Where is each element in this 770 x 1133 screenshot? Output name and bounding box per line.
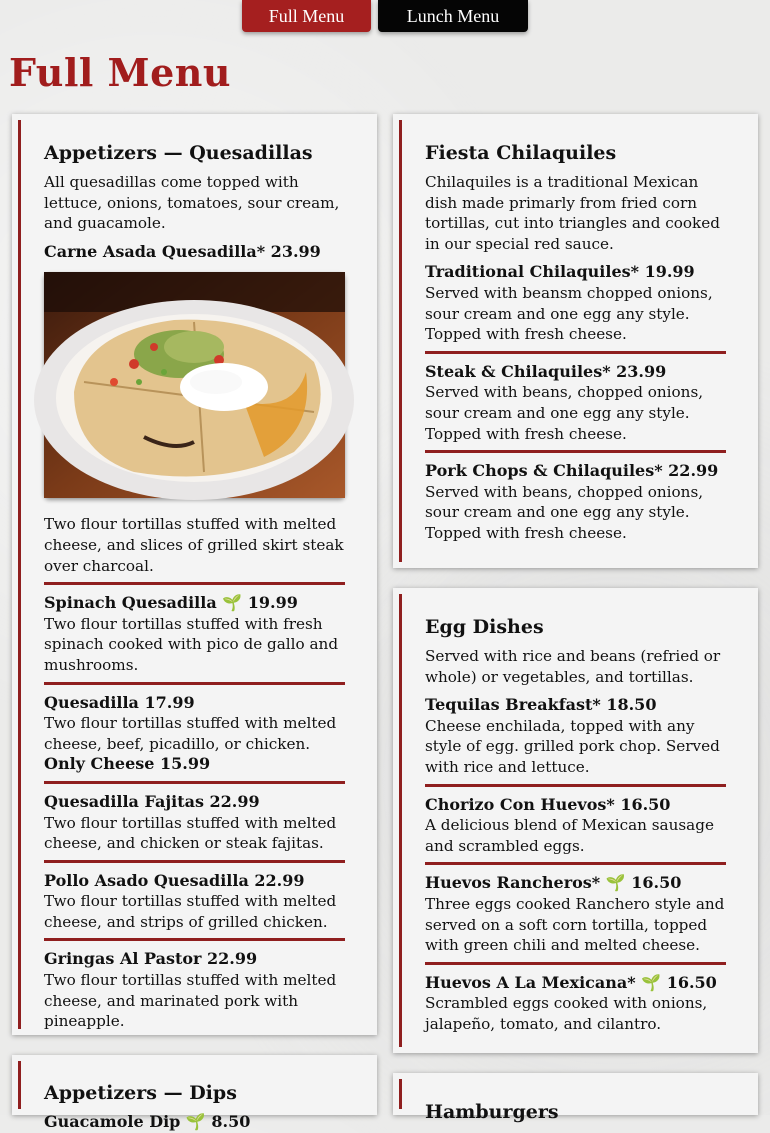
- item-name: Quesadilla 17.99: [44, 692, 195, 712]
- item-divider: [425, 450, 726, 453]
- item-divider: [44, 860, 345, 863]
- item-description: Two flour tortillas stuffed with melted cheese, and slices of grilled skirt steak over charcoal.: [44, 515, 344, 575]
- item-name: Quesadilla Fajitas 22.99: [44, 791, 260, 811]
- section-title: Appetizers — Dips: [44, 1082, 237, 1104]
- item-name: Guacamole Dip 🌱 8.50: [44, 1112, 251, 1131]
- item-description: Two flour tortillas stuffed with melted cheese, and marinated pork with pineapple.: [44, 971, 337, 1031]
- item-extra: Only Cheese 15.99: [44, 754, 211, 774]
- dips-card: [12, 1055, 377, 1131]
- section-title: Egg Dishes: [425, 616, 544, 638]
- item-description: Two flour tortillas stuffed with melted cheese, and chicken or steak fajitas.: [44, 813, 337, 853]
- item-divider: [425, 862, 726, 865]
- item-description: Two flour tortillas stuffed with fresh spinach cooked with pico de gallo and mushrooms.: [44, 614, 339, 674]
- item-name: Tequilas Breakfast* 18.50: [425, 695, 657, 715]
- item-description: Cheese enchilada, topped with any style of egg. grilled pork chop. Served with rice and lettuce.: [425, 716, 720, 776]
- item-name: Chorizo Con Huevos* 16.50: [425, 794, 671, 814]
- item-divider: [44, 582, 345, 585]
- section-title: Fiesta Chilaquiles: [425, 142, 617, 164]
- item-name: Traditional Chilaquiles* 19.99: [425, 262, 695, 282]
- egg-dishes-card: [393, 588, 758, 1053]
- item-divider: [44, 938, 345, 941]
- quesadilla-photo: [44, 272, 345, 498]
- item-divider: [425, 351, 726, 354]
- item-name: Huevos A La Mexicana* 🌱 16.50: [425, 972, 717, 992]
- item-name: Huevos Rancheros* 🌱 16.50: [425, 873, 682, 893]
- item-description: Served with beans, chopped onions, sour cream and one egg any style. Topped with fresh cheese.: [425, 482, 704, 542]
- item-description: Two flour tortillas stuffed with melted cheese, and strips of grilled chicken.: [44, 892, 337, 931]
- full-menu-button[interactable]: Full Menu: [242, 0, 371, 32]
- section-title: Appetizers — Quesadillas: [44, 142, 313, 164]
- item-name: Steak & Chilaquiles* 23.99: [425, 361, 667, 381]
- item-name: Carne Asada Quesadilla* 23.99: [44, 241, 321, 261]
- section-intro: Chilaquiles is a traditional Mexican dish made primarly from fried corn tortillas, cut into triangles and cooked in our special red sauce.: [425, 173, 720, 253]
- item-name: Pork Chops & Chilaquiles* 22.99: [425, 461, 719, 481]
- item-description: Three eggs cooked Ranchero style and served on a soft corn tortilla, topped with green chili and melted cheese.: [425, 894, 725, 955]
- item-description: Served with beans, chopped onions, sour cream and one egg any style. Topped with fresh cheese.: [425, 383, 704, 443]
- lunch-menu-button[interactable]: Lunch Menu: [378, 0, 528, 32]
- item-description: Two flour tortillas stuffed with melted cheese, beef, picadillo, or chicken.: [44, 714, 337, 753]
- section-intro: Served with rice and beans (refried or whole) or vegetables, and tortillas.: [425, 647, 721, 686]
- item-divider: [44, 781, 345, 784]
- item-name: Spinach Quesadilla 🌱 19.99: [44, 593, 298, 613]
- item-divider: [425, 784, 726, 787]
- item-description: A delicious blend of Mexican sausage and scrambled eggs.: [425, 816, 714, 855]
- item-divider: [44, 682, 345, 685]
- chilaquiles-card: [393, 114, 758, 568]
- section-title: Hamburgers: [425, 1101, 559, 1123]
- item-description: Scrambled eggs cooked with onions, jalapeño, tomato, and cilantro.: [425, 994, 708, 1033]
- item-divider: [425, 962, 726, 965]
- section-intro: All quesadillas come topped with lettuce, onions, tomatoes, sour cream, and guacamole.: [44, 173, 340, 233]
- quesadillas-card: [12, 114, 377, 1035]
- item-name: Gringas Al Pastor 22.99: [44, 949, 258, 969]
- hamburgers-card: [393, 1073, 758, 1123]
- menu-switcher: [242, 0, 528, 32]
- page-title: Full Menu: [9, 50, 232, 95]
- item-name: Pollo Asado Quesadilla 22.99: [44, 870, 305, 890]
- item-description: Served with beansm chopped onions, sour cream and one egg any style. Topped with fresh cheese.: [425, 283, 713, 344]
